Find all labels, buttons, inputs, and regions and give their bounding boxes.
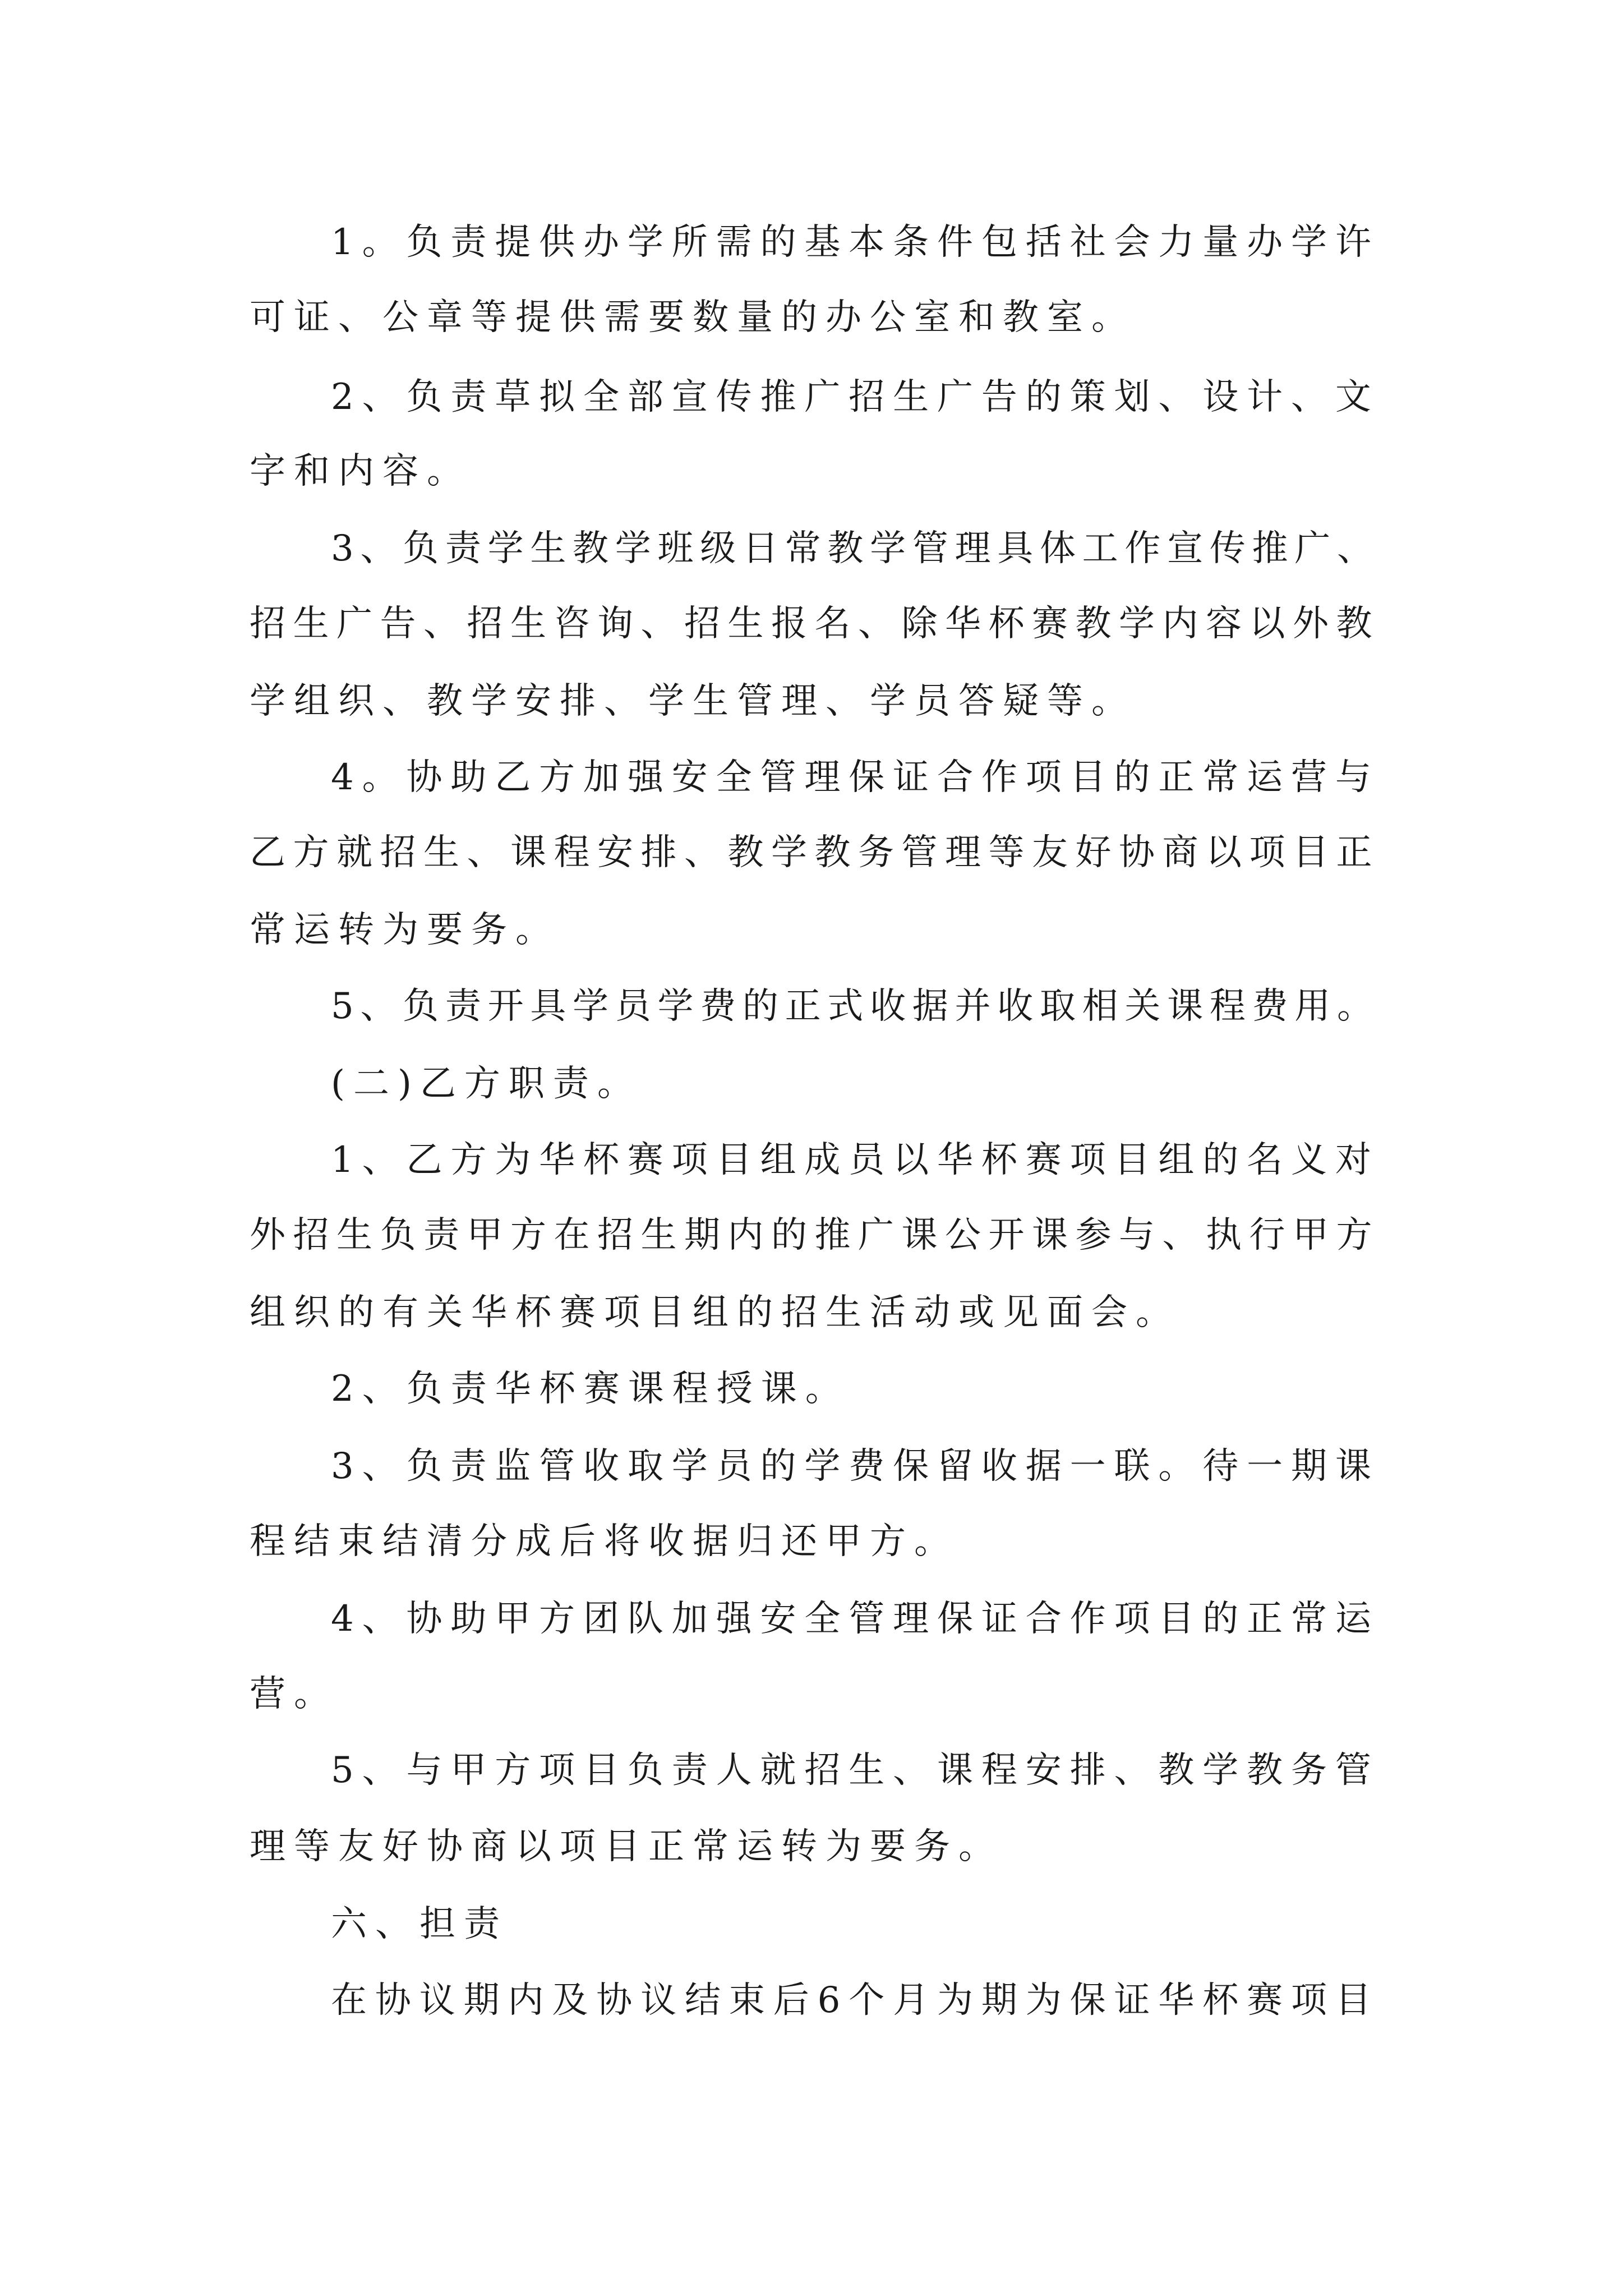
text-line: 可证、公章等提供需要数量的办公室和教室。 [250,297,1136,338]
text-line: 3、负责学生教学班级日常教学管理具体工作宣传推广、 [331,528,1380,569]
text-line: 外招生负责甲方在招生期内的推广课公开课参与、执行甲方 [250,1214,1380,1256]
text-line: 5、负责开具学员学费的正式收据并收取相关课程费用。 [331,986,1380,1027]
text-line: 招生广告、招生咨询、招生报名、除华杯赛教学内容以外教 [250,603,1380,645]
text-line: 2、负责草拟全部宣传推广招生广告的策划、设计、文 [331,376,1380,418]
text-line: 字和内容。 [250,450,471,492]
text-line: 1、乙方为华杯赛项目组成员以华杯赛项目组的名义对 [331,1139,1380,1181]
text-line: 2、负责华杯赛课程授课。 [331,1368,850,1410]
text-line: 学组织、教学安排、学生管理、学员答疑等。 [250,680,1136,722]
text-line: 在协议期内及协议结束后6个月为期为保证华杯赛项目 [331,1980,1380,2021]
text-line: 1。负责提供办学所需的基本条件包括社会力量办学许 [331,222,1380,263]
text-line: 乙方就招生、课程安排、教学教务管理等友好协商以项目正 [250,832,1380,873]
text-line: 理等友好协商以项目正常运转为要务。 [250,1826,1003,1867]
text-line: 组织的有关华杯赛项目组的招生活动或见面会。 [250,1292,1180,1333]
text-line: 3、负责监管收取学员的学费保留收据一联。待一期课 [331,1446,1380,1487]
section-heading: 六、担责 [331,1903,508,1945]
text-line: 程结束结清分成后将收据归还甲方。 [250,1521,958,1562]
text-line: 5、与甲方项目负责人就招生、课程安排、教学教务管 [331,1750,1380,1791]
text-line: 4、协助甲方团队加强安全管理保证合作项目的正常运 [331,1598,1380,1640]
text-line: 常运转为要务。 [250,909,560,951]
section-heading: (二)乙方职责。 [331,1063,642,1105]
text-line: 营。 [250,1673,338,1715]
text-line: 4。协助乙方加强安全管理保证合作项目的正常运营与 [331,757,1380,798]
